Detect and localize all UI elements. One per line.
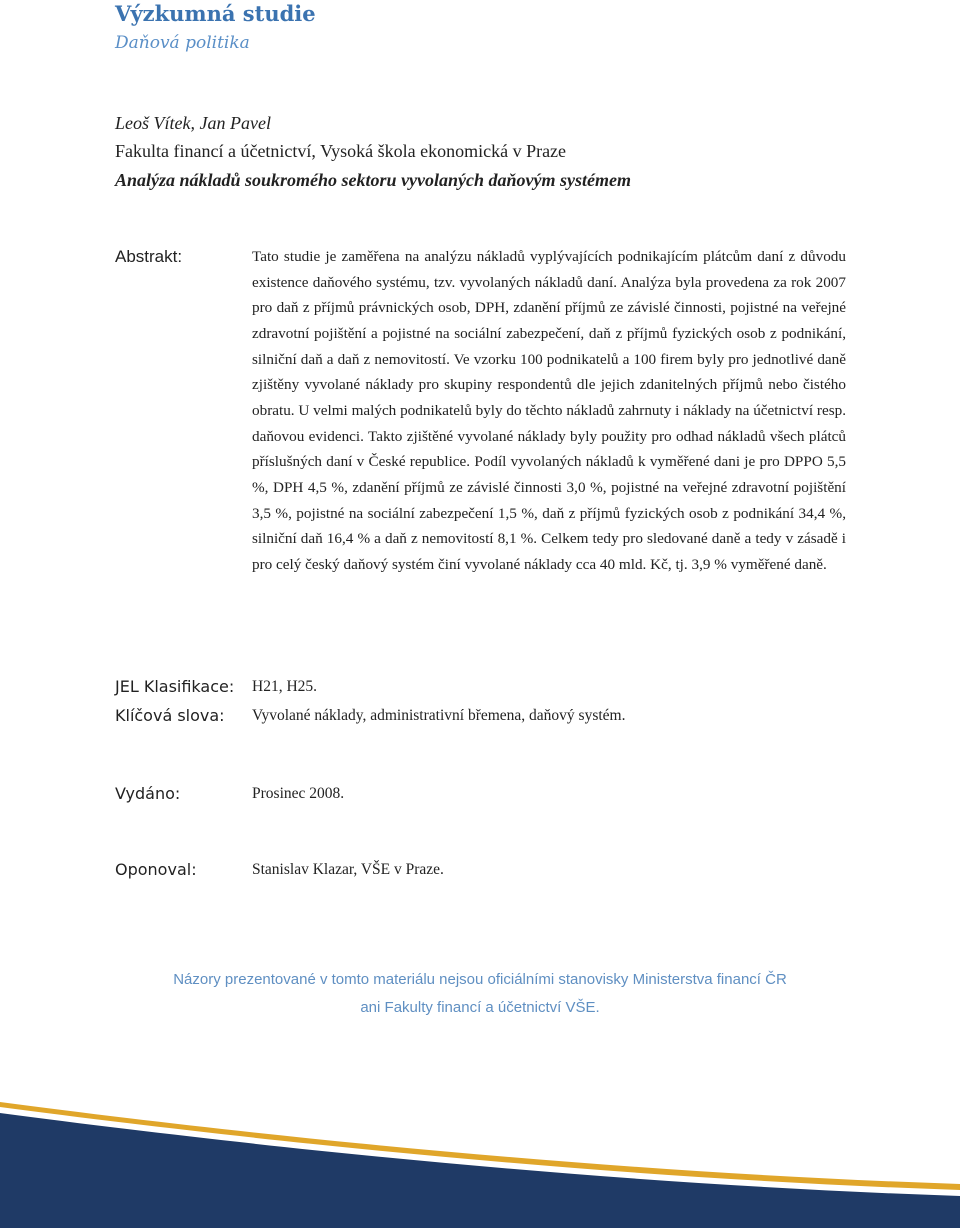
keywords-label: Klíčová slova: [115,706,225,725]
reviewer-value: Stanislav Klazar, VŠE v Praze. [252,861,444,878]
keywords-value: Vyvolané náklady, administrativní břemena, daňový systém. [252,707,626,724]
issued-label: Vydáno: [115,784,181,803]
paper-title: Analýza nákladů soukromého sektoru vyvolaných daňovým systémem [115,170,632,190]
series-subtitle: Daňová politika [115,33,250,53]
series-title: Výzkumná studie [115,1,316,26]
reviewer-label: Oponoval: [115,860,197,879]
abstract-text: Tato studie je zaměřena na analýzu nákladů vyplývajících podnikajícím plátcům daní z důvodu existence daňového systému, tzv. vyvolaných nákladů daní. Analýza byla provedena za rok 2007 pro daň z příjmů právnických osob, DPH, zdanění příjmů ze závislé činnosti, pojistné na veřejné zdravotní pojištění a pojistné na sociální zabezpečení, daň z příjmů fyzických osob z podnikání, silniční daň a daň z nemovitostí. Ve vzorku 100 podnikatelů a 100 firem byly pro jednotlivé daně zjištěny vyvolané náklady pro skupiny respondentů dle jejich zdanitelných příjmů nebo čistého obratu. U velmi malých podnikatelů byly do těchto nákladů zahrnuty i náklady na účetnictví resp. daňovou evidenci. Takto zjištěné vyvolané náklady byly použity pro odhad nákladů všech plátců příslušných daní v České republice. Podíl vyvolaných nákladů k vyměřené dani je pro DPPO 5,5 %, DPH 4,5 %, zdanění příjmů ze závislé činnosti 3,0 %, pojistné na veřejné zdravotní pojištění 3,5 %, pojistné na sociální zabezpečení 1,5 %, daň z příjmů fyzických osob z podnikání 34,4 %, silniční daň 16,4 % a daň z nemovitostí 8,1 %. Celkem tedy pro sledované daně a tedy v zásadě i pro celý český daňový systém činí vyvolané náklady cca 40 mld. Kč, tj. 3,9 % vyměřené daně. [252,248,846,573]
paper-affiliation: Fakulta financí a účetnictví, Vysoká škola ekonomická v Praze [115,141,567,161]
paper-authors: Leoš Vítek, Jan Pavel [115,113,271,133]
disclaimer-line-2: ani Fakulty financí a účetnictví VŠE. [360,999,600,1016]
jel-value: H21, H25. [252,678,318,695]
jel-label: JEL Klasifikace: [115,677,235,696]
footer-swoosh-graphic [0,1080,960,1228]
abstract-label: Abstrakt: [115,247,183,266]
disclaimer-line-1: Názory prezentované v tomto materiálu nejsou oficiálními stanovisky Ministerstva financí ČR [173,971,787,988]
issued-value: Prosinec 2008. [252,785,345,802]
